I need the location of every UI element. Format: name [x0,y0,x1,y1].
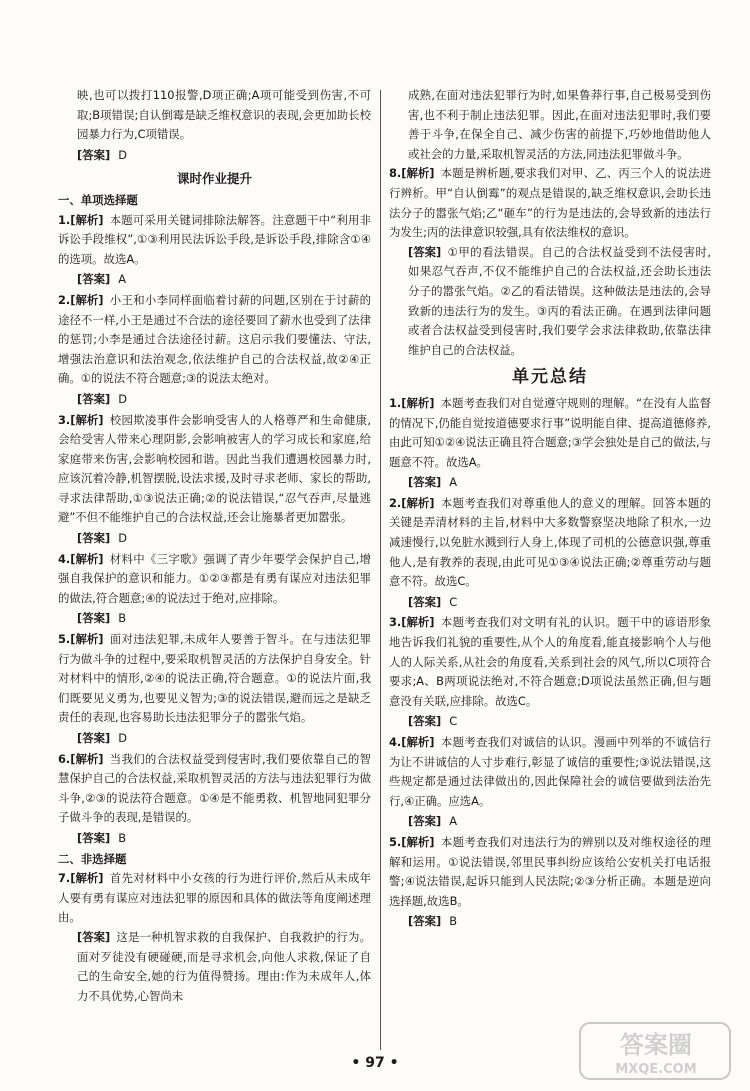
analysis-text: 首先对材料中小女孩的行为进行评价,然后从未成年人要有勇有谋应对违法犯罪的原因和具体的做法等角度阐述理由。 [58,871,371,925]
answer-value: D [118,731,127,745]
analysis-label: [解析] [401,395,435,410]
answer-line [389,812,711,832]
answer-value: B [118,830,127,845]
answer-text: 这是一种机智求救的自我保护、自我救护的行为。面对歹徒没有硬碰硬,而是寻求机会,向他人求救,保证了自己的生命安全,她的行为值得赞扬。理由:作为未成年人,体力不具优势,心智尚未 [77,929,371,1003]
analysis-label: [解析] [70,871,104,886]
question-analysis [58,211,371,270]
question-analysis [389,733,711,811]
answer-label: [答案] [77,531,111,546]
question-number: 7. [58,871,71,886]
answer-value: D [118,391,127,406]
question-analysis [58,411,371,529]
answer-value: A [449,814,457,829]
answer-line [389,593,711,613]
question-number: 4. [58,551,71,566]
analysis-text: 材料中《三字歌》强调了青少年要学会保护自己,增强自我保护的意识和能力。①②③都是有勇有谋应对违法犯罪的做法,符合题意;④的说法过于绝对,应排除。 [58,551,371,605]
answer-value: D [118,531,127,546]
answer-label: [答案] [408,814,442,829]
section-subtitle: 课时作业提升 [176,171,252,187]
answer-value: A [449,475,457,490]
continued-answer: 成熟,在面对违法犯罪行为时,如果鲁莽行事,自己极易受到伤害,也不利于制止违法犯罪。因此,在面对违法犯罪时,我们要善于斗争,在保全自己、减少伤害的前提下,巧妙地借助他人或社会的力量,采取机智灵活的方法,同违法犯罪做斗争。 [408,88,711,161]
answer-line [58,729,371,749]
question-analysis [389,833,711,911]
question-number: 2. [58,292,71,307]
answer-value: D [118,147,127,162]
answer-value: B [449,914,458,929]
question-analysis [389,164,711,242]
analysis-text: 本题是辨析题,要求我们对甲、乙、丙三个人的说法进行辨析。甲“自认倒霉”的观点是错误的,缺乏维权意识,会助长违法分子的嚣张气焰;乙“砸车”的行为是违法的,会导致新的违法行为发生;丙的法律意识较强,具有依法维权的意识。 [389,166,711,240]
answer-label: [答案] [77,272,111,287]
answer-label: [答案] [77,147,111,162]
question-number: 6. [58,751,71,766]
section-heading: 二、非选择题 [58,851,127,866]
analysis-label: [解析] [401,615,435,630]
analysis-label: [解析] [401,495,435,510]
answer-line [389,473,711,493]
analysis-label: [解析] [401,834,435,849]
answer-label: [答案] [408,714,442,729]
answer-paragraph [389,243,711,361]
analysis-label: [解析] [70,551,104,566]
answer-line [389,712,711,732]
answer-label: [答案] [77,830,111,845]
question-analysis [58,291,371,389]
answer-line [58,529,371,549]
analysis-label: [解析] [70,632,104,647]
question-number: 4. [389,735,402,749]
question-analysis [58,550,371,609]
answer-label: [答案] [77,929,111,944]
answer-label: [答案] [408,594,442,609]
analysis-label: [解析] [401,735,435,749]
answer-value: C [449,714,458,729]
answer-value: C [449,594,458,609]
answer-paragraph [58,928,371,1006]
analysis-label: [解析] [70,412,104,427]
unit-summary-title: 单元总结 [512,367,588,388]
answer-line [58,270,371,290]
answer-value: B [118,611,127,626]
answer-line [58,829,371,849]
answer-label: [答案] [77,731,111,745]
analysis-text: 校园欺凌事件会影响受害人的人格尊严和生命健康,会给受害人带来心理阴影,会影响被害人的学习成长和家庭,给家庭带来伤害,会影响校园和谐。因此当我们遭遇校园暴力时,应该沉着冷静,机智摆脱,设法求援,及时寻求老师、家长的帮助,寻求法律帮助,①③说法正确;②的说法错误,“忍气吞声,尽量逃避”不但不能维护自己的合法权益,还会让施暴者更加嚣张。 [58,412,371,525]
answer-label: [答案] [408,475,442,490]
right-column [389,86,711,933]
analysis-label: [解析] [70,292,104,307]
analysis-text: 本题考查我们对尊重他人的意义的理解。回答本题的关键是弄清材料的主旨,材料中大多数警察坚决地除了积水,一边减速慢行,以免脏水溅到行人身上,体现了司机的公德意识强,尊重他人,是有教养的表现,由此可见①③④说法正确;②尊重劳动与题意不符。故选C。 [389,495,711,589]
answer-label: [答案] [77,611,111,626]
watermark-icon [576,1019,736,1083]
answer-label: [答案] [408,244,442,259]
analysis-text: 当我们的合法权益受到侵害时,我们要依靠自己的智慧保护自己的合法权益,采取机智灵活的方法与违法犯罪行为做斗争,②③的说法符合题意。①④是不能勇救、机智地同犯罪分子做斗争的表现,是错误的。 [58,751,371,825]
question-analysis [389,494,711,592]
watermark-text: 答案圈 [620,1031,692,1059]
answer-line [58,390,371,410]
analysis-label: [解析] [70,212,104,227]
question-number: 8. [389,166,402,181]
analysis-text: 本题考查我们对文明有礼的认识。题干中的谚语形象地告诉我们礼貌的重要性,从个人的角度看,能直接影响个人与他人的人际关系,从社会的角度看,关系到社会的风气,所以C项符合要求;A、B两项说法绝对,不符合题意;D项说法虽然正确,但与题意没有关联,应排除。故选C。 [389,615,711,708]
analysis-text: 本题考查我们对诚信的认识。漫画中列举的不诚信行为让不讲诚信的人寸步难行,彰显了诚信的重要性;③说法错误,这些规定都是通过法律做出的,因此保障社会的诚信要做到法治先行,④正确。应选A。 [389,735,711,808]
answer-label: [答案] [77,391,111,406]
question-analysis [58,750,371,828]
question-analysis [58,869,371,928]
question-number: 1. [58,212,71,227]
analysis-text: 本题可采用关键词排除法解答。注意题干中“利用非诉讼手段维权”,①③利用民法诉讼手段,是诉讼手段,排除含①④的选项。故选A。 [58,212,371,266]
analysis-text: 本题考查我们对自觉遵守规则的理解。“在没有人监督的情况下,仍能自觉按道德要求行事”说明能自律、提高道德修养,由此可知①②④说法正确且符合题意;③学会独处是自己的做法,与题意不符。故选A。 [389,395,711,469]
question-number: 2. [389,495,402,510]
question-analysis [389,394,711,472]
answer-text: ①甲的看法错误。自己的合法权益受到不法侵害时,如果忍气吞声,不仅不能维护自己的合法权益,还会助长违法分子的嚣张气焰。②乙的看法错误。这种做法是违法的,会导致新的违法行为的发生。③丙的看法正确。在遇到法律问题或者合法权益受到侵害时,我们要学会求法律救助,依靠法律维护自己的合法权益。 [408,244,711,357]
analysis-label: [解析] [70,751,104,766]
analysis-text: 小王和小李同样面临着讨薪的问题,区别在于讨薪的途径不一样,小王是通过不合法的途径要回了薪水也受到了法律的惩罚;小李是通过合法途径讨薪。这启示我们要懂法、守法,增强法治意识和法治观念,依法维护自己的合法权益,故②④正确。①的说法不符合题意;③的说法太绝对。 [58,292,371,386]
question-number: 3. [389,615,402,630]
section-heading: 一、单项选择题 [58,192,138,207]
answer-line [389,912,711,932]
question-number: 3. [58,412,71,427]
question-number: 1. [389,395,402,410]
answer-line [58,146,371,166]
analysis-text: 面对违法犯罪,未成年人要善于智斗。在与违法犯罪行为做斗争的过程中,要采取机智灵活的方法保护自身安全。针对材料中的情形,②④的说法正确,符合题意。①的说法片面,我们既要见义勇为,也要见义智为;③的说法错误,避而远之是缺乏责任的表现,也容易助长违法犯罪分子的嚣张气焰。 [58,632,371,725]
answer-label: [答案] [408,914,442,929]
watermark-logo [576,1019,736,1083]
question-analysis [389,613,711,711]
left-column [58,86,371,1006]
answer-value: A [118,272,126,287]
answer-line [58,609,371,629]
question-number: 5. [58,632,71,647]
analysis-label: [解析] [401,166,435,181]
analysis-text: 本题考查我们对违法行为的辨别以及对维权途径的理解和运用。①说法错误,邻里民事纠纷应该给公安机关打电话报警;④说法错误,起诉只能到人民法院;②③分析正确。本题是逆向选择题,故选B。 [389,834,711,908]
question-number: 5. [389,834,402,849]
column-divider [380,90,381,1050]
question-analysis [58,630,371,728]
intro-text: 映,也可以拨打110报警,D项正确;A项可能受到伤害,不可取;B项错误;自认倒霉是缺乏维权意识的表现,会更加助长校园暴力行为,C项错误。 [77,88,371,142]
watermark-url: MXQE.COM [615,1062,697,1077]
page-number: • 97 • [351,1055,399,1071]
